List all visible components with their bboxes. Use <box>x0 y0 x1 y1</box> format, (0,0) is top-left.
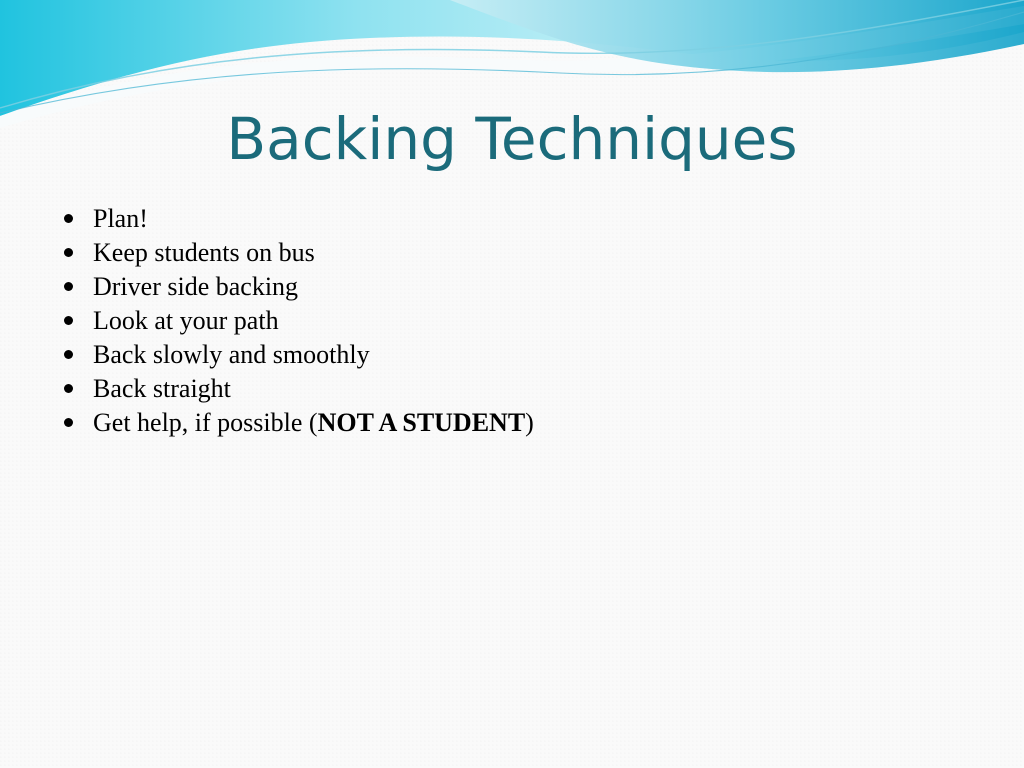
bullet-dot-icon <box>64 418 73 427</box>
bullet-dot-icon <box>64 248 73 257</box>
bullet-text: Keep students on bus <box>93 238 315 267</box>
bullet-item-back-slowly <box>58 338 958 372</box>
bullet-help-suffix: ) <box>525 408 534 437</box>
bullet-help-emphasis: NOT A STUDENT <box>317 408 526 437</box>
bullet-item-driver-side <box>58 270 958 304</box>
bullet-item-back-straight <box>58 372 958 406</box>
bullet-dot-icon <box>64 282 73 291</box>
bullet-help-prefix: Get help, if possible ( <box>93 408 318 437</box>
bullet-list <box>58 202 958 440</box>
slide-title: Backing Techniques <box>226 105 798 173</box>
bullet-item-plan <box>58 202 958 236</box>
bullet-text: Back slowly and smoothly <box>93 340 370 369</box>
bullet-item-look-path <box>58 304 958 338</box>
bullet-text: Driver side backing <box>93 272 299 301</box>
bullet-text-help <box>93 406 534 440</box>
bullet-dot-icon <box>64 350 73 359</box>
bullet-dot-icon <box>64 384 73 393</box>
bullet-text: Back straight <box>93 374 231 403</box>
bullet-text: Look at your path <box>93 306 279 335</box>
bullet-text: Plan! <box>93 204 148 233</box>
bullet-item-get-help <box>58 406 958 440</box>
bullet-dot-icon <box>64 316 73 325</box>
bullet-item-keep-students <box>58 236 958 270</box>
bullet-dot-icon <box>64 214 73 223</box>
